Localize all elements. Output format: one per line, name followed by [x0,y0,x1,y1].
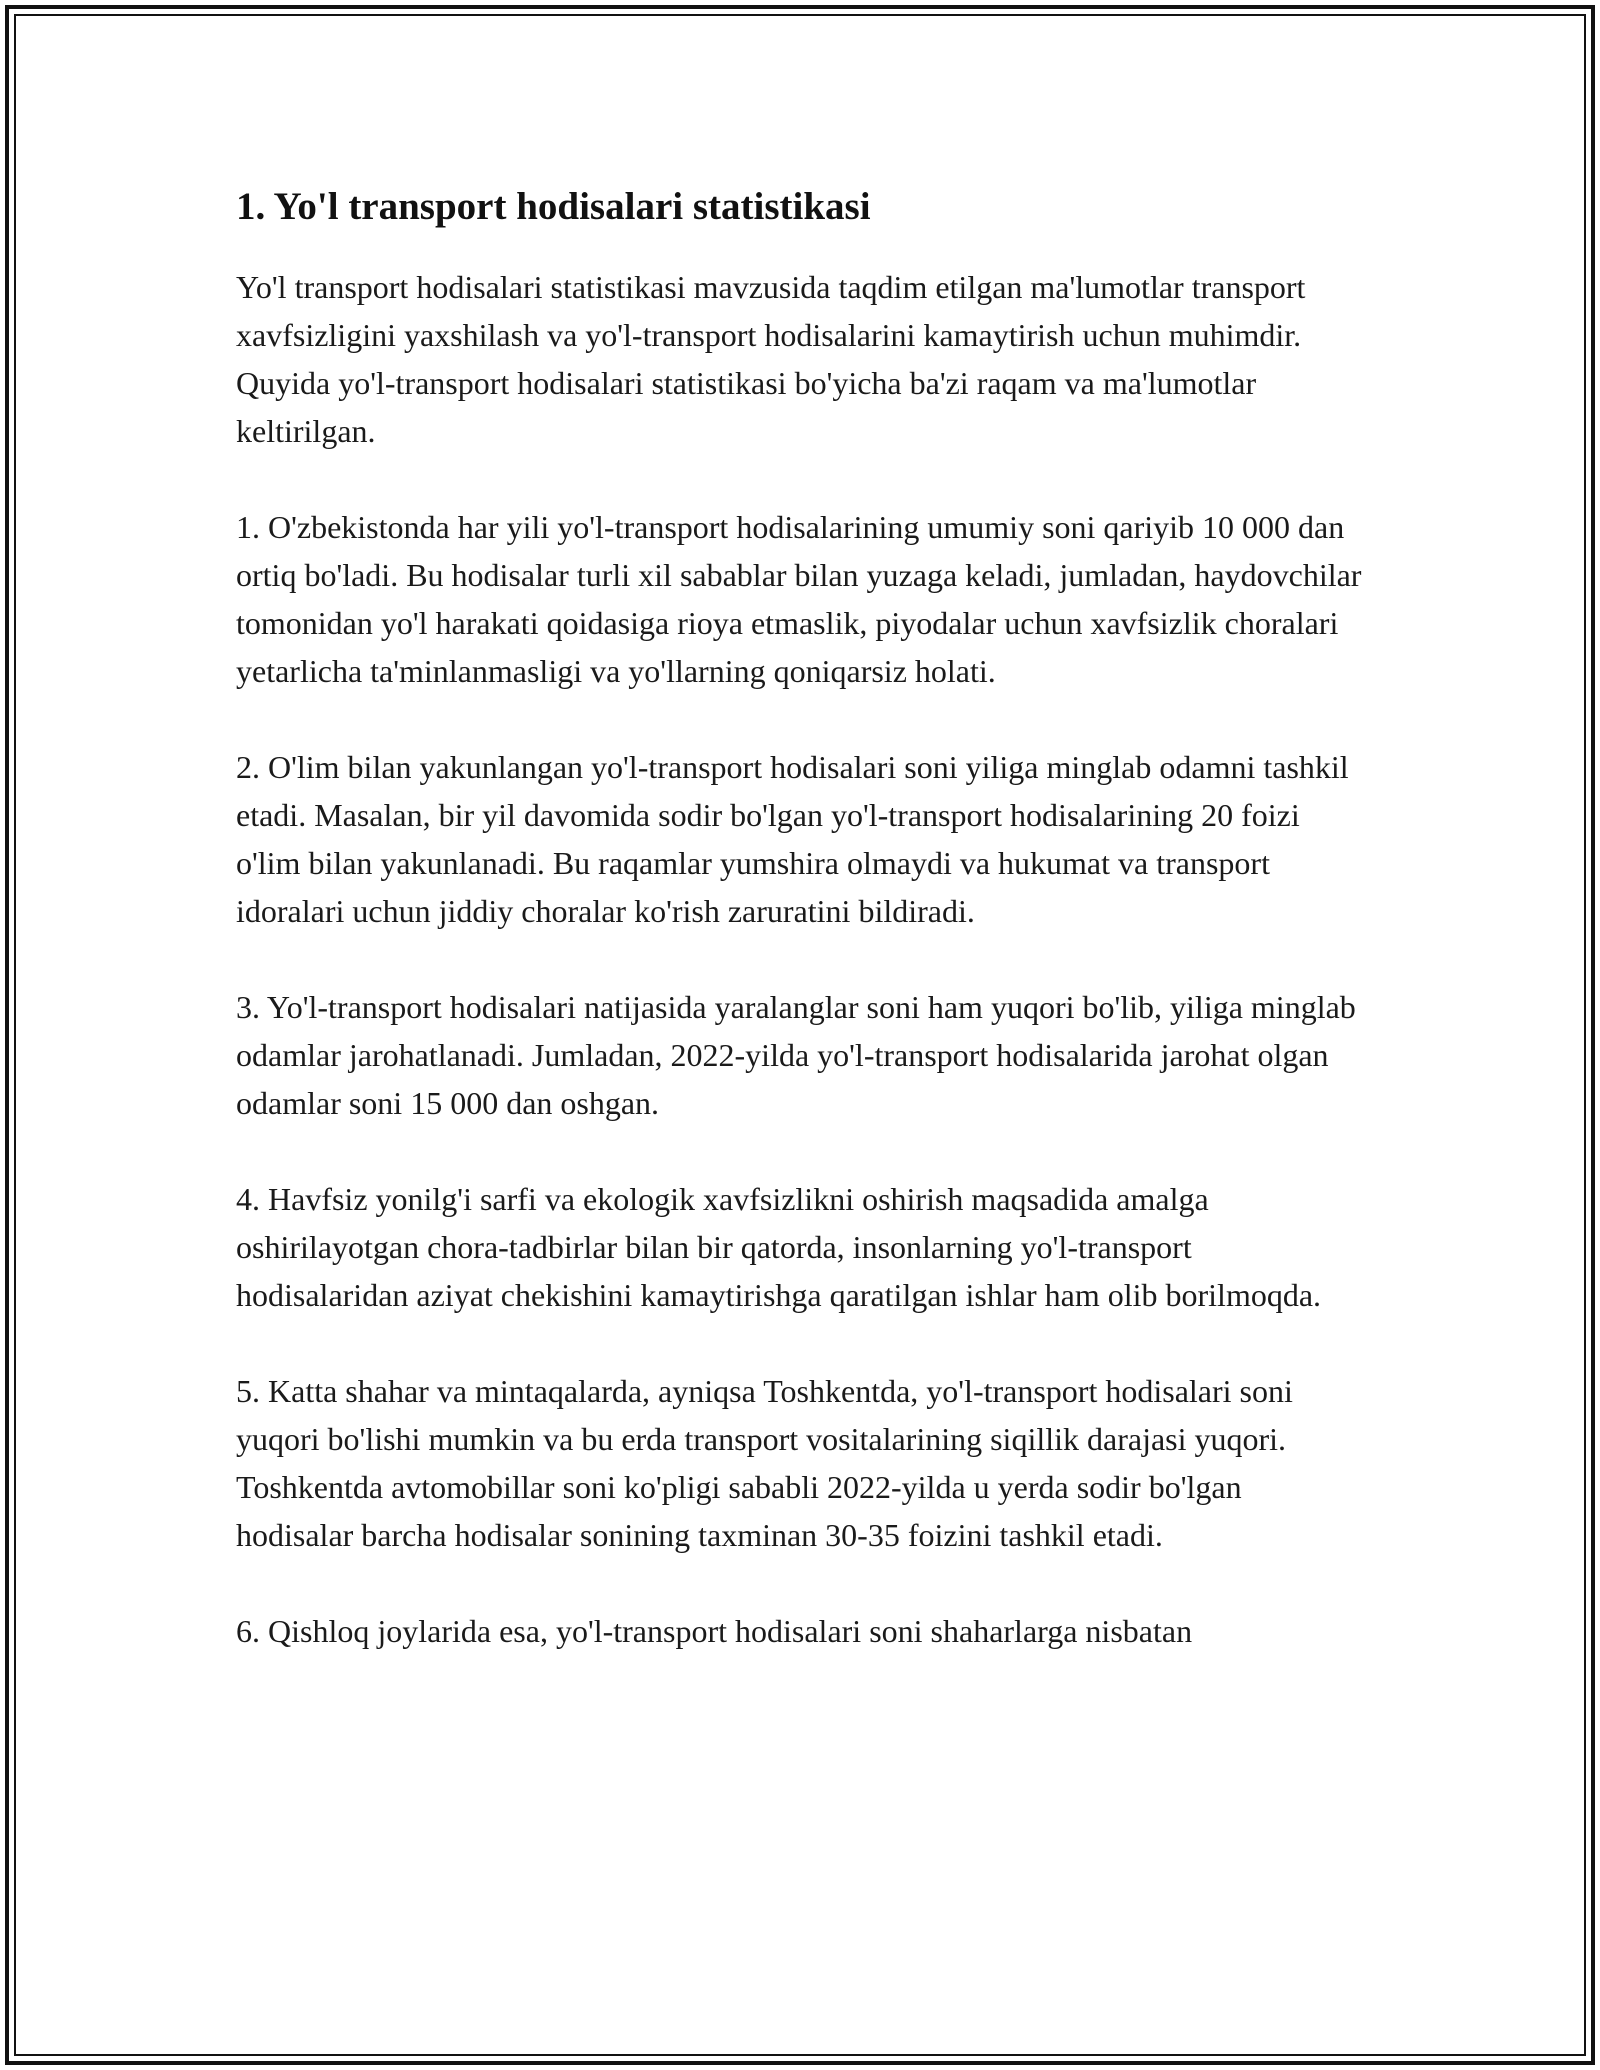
paragraph-item-4: 4. Havfsiz yonilg'i sarfi va ekologik xavfsizlikni oshirish maqsadida amalga oshirilayotgan chora-tadbirlar bilan bir qatorda, insonlarning yo'l-transport hodisalaridan aziyat chekishini kamaytirishga qaratilgan ishlar ham olib borilmoqda. [236,1181,1322,1313]
paragraph-item-5: 5. Katta shahar va mintaqalarda, ayniqsa Toshkentda, yo'l-transport hodisalari soni yuqori bo'lishi mumkin va bu erda transport vositalarining siqillik darajasi yuqori. Toshkentda avtomobillar soni ko'pligi sababli 2022-yilda u yerda sodir bo'lgan hodisalar barcha hodisalar sonining taxminan 30-35 foizini tashkil etadi. [236,1373,1293,1553]
intro-paragraph: Yo'l transport hodisalari statistikasi mavzusida taqdim etilgan ma'lumotlar transport xavfsizligini yaxshilash va yo'l-transport hodisalarini kamaytirish uchun muhimdir. Quyida yo'l-transport hodisalari statistikasi bo'yicha ba'zi raqam va ma'lumotlar keltirilgan. [236,269,1306,449]
document-title: 1. Yo'l transport hodisalari statistikasi [236,185,871,228]
paragraph-item-2: 2. O'lim bilan yakunlangan yo'l-transport hodisalari soni yiliga minglab odamni tashkil etadi. Masalan, bir yil davomida sodir bo'lgan yo'l-transport hodisalarining 20 foizi o'lim bilan yakunlanadi. Bu raqamlar yumshira olmaydi va hukumat va transport idoralari uchun jiddiy choralar ko'rish zaruratini bildiradi. [236,749,1349,929]
paragraph-item-3: 3. Yo'l-transport hodisalari natijasida yaralanglar soni ham yuqori bo'lib, yiliga minglab odamlar jarohatlanadi. Jumladan, 2022-yilda yo'l-transport hodisalarida jarohat olgan odamlar soni 15 000 dan oshgan. [236,989,1356,1121]
document-body [236,183,1366,1703]
paragraph-item-1: 1. O'zbekistonda har yili yo'l-transport hodisalarining umumiy soni qariyib 10 000 dan ortiq bo'ladi. Bu hodisalar turli xil sabablar bilan yuzaga keladi, jumladan, haydovchilar tomonidan yo'l harakati qoidasiga rioya etmaslik, piyodalar uchun xavfsizlik choralari yetarlicha ta'minlanmasligi va yo'llarning qoniqarsiz holati. [236,509,1362,689]
paragraph-item-6: 6. Qishloq joylarida esa, yo'l-transport hodisalari soni shaharlarga nisbatan [236,1613,1193,1649]
